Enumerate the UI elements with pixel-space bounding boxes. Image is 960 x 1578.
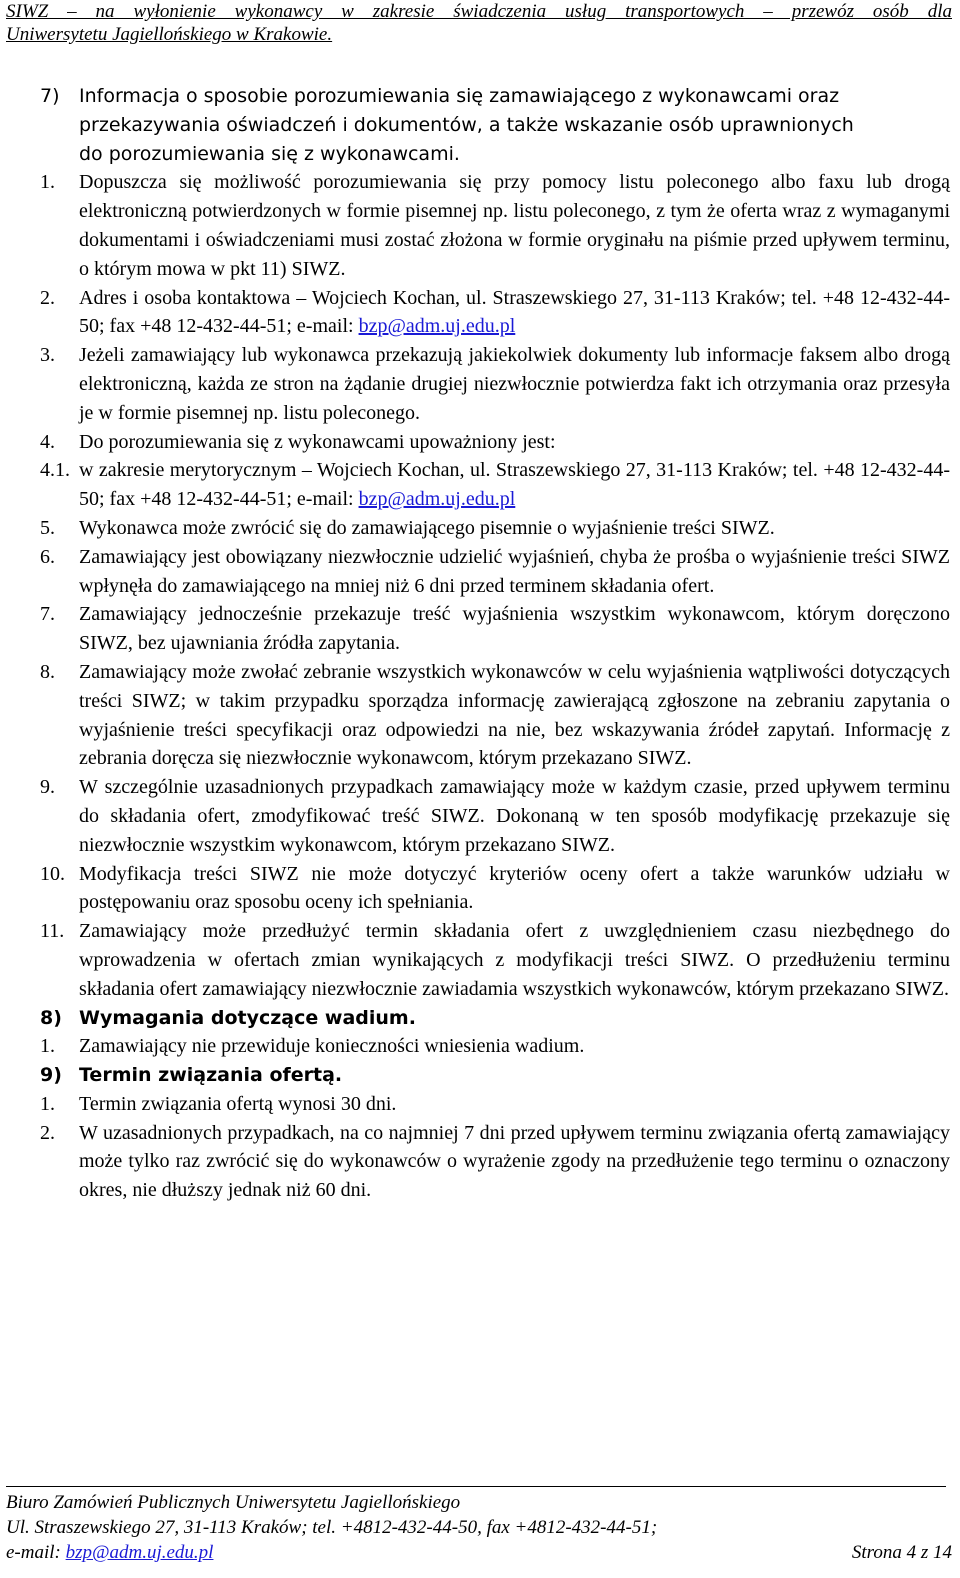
item-text: Wykonawca może zwrócić się do zamawiającego pisemnie o wyjaśnienie treści SIWZ. <box>79 516 775 539</box>
item-number: 10. <box>40 862 65 885</box>
section-9-number: 9) <box>40 1064 62 1087</box>
item-number: 6. <box>40 545 55 568</box>
header-line-2: Uniwersytetu Jagiellońskiego w Krakowie. <box>6 24 333 45</box>
email-label: e-mail: <box>6 1542 66 1563</box>
item-number: 5. <box>40 516 55 539</box>
footer-address: Ul. Straszewskiego 27, 31-113 Kraków; tel. +4812-432-44-50, fax +4812-432-44-51; <box>6 1517 658 1538</box>
item-number: 11. <box>40 920 65 943</box>
list-item <box>40 543 950 601</box>
item-text: Modyfikacja treści SIWZ nie może dotyczyć kryteriów oceny ofert a także warunków udziału w postępowaniu oraz sposobu oceny ich spełniania. <box>79 862 950 914</box>
list-item <box>40 341 950 427</box>
item-text: Zamawiający jest obowiązany niezwłocznie udzielić wyjaśnień, chyba że prośba o wyjaśnienie treści SIWZ wpłynęła do zamawiającego na mniej niż 6 dni przed terminem składania ofert. <box>79 545 950 597</box>
page-footer <box>6 1490 952 1565</box>
item-number: 1. <box>40 1092 55 1115</box>
item-number: 4. <box>40 430 55 453</box>
item-number: 9. <box>40 776 55 799</box>
list-item <box>40 600 950 658</box>
section-8-number: 8) <box>40 1006 62 1029</box>
item-number: 2. <box>40 286 55 309</box>
item-number: 4.1. <box>40 459 70 482</box>
item-text: Dopuszcza się możliwość porozumiewania się przy pomocy listu poleconego albo faxu lub drogą elektroniczną potwierdzonych w formie pisemnej np. listu poleconego, z tym że oferta wraz z wymaganymi dokumentami i oświadczeniami musi zostać złożona w formie oryginału na piśmie przed upływem terminu, o którym mowa w pkt 11) SIWZ. <box>79 171 950 280</box>
section-7-number: 7) <box>40 85 60 107</box>
item-text: Zamawiający jednocześnie przekazuje treść wyjaśnienia wszystkim wykonawcom, którym doręczono SIWZ, bez ujawniania źródła zapytania. <box>79 603 950 655</box>
section-9-title-text: Termin związania ofertą. <box>79 1064 343 1087</box>
footer-email-link[interactable]: bzp@adm.uj.edu.pl <box>65 1542 214 1563</box>
item-text <box>79 284 950 342</box>
document-body <box>40 82 950 1205</box>
item-text: Do porozumiewania się z wykonawcami upoważniony jest: <box>79 430 556 453</box>
section-7-title <box>40 82 950 168</box>
item-text-body: Adres i osoba kontaktowa – Wojciech Kochan, ul. Straszewskiego 27, 31-113 Kraków; tel. +48 12-432-44-50; fax +48 12-432-44-51; e-mail: <box>79 286 950 338</box>
list-item <box>40 773 950 859</box>
item-text: Zamawiający nie przewiduje konieczności wniesienia wadium. <box>79 1035 585 1058</box>
page-header <box>6 0 952 46</box>
list-item <box>40 917 950 1003</box>
list-item <box>40 428 950 457</box>
section-9-title <box>40 1061 950 1090</box>
section-7-title-line: przekazywania oświadczeń i dokumentów, a także wskazanie osób uprawnionych <box>79 113 854 136</box>
item-text: Zamawiający może zwołać zebranie wszystkich wykonawców w celu wyjaśnienia wątpliwości dotyczących treści SIWZ; w takim przypadku sporządza informację zawierającą zgłoszone na zebraniu zapytania o wyjaśnienie treści specyfikacji oraz odpowiedzi na nie, bez wskazywania źródeł zapytań. Informację z zebrania doręcza się niezwłocznie wykonawcom, którym przekazano SIWZ. <box>79 660 950 770</box>
header-line-1: SIWZ – na wyłonienie wykonawcy w zakresie świadczenia usług transportowych – przewóz osób dla <box>6 1 952 22</box>
item-text: W uzasadnionych przypadkach, na co najmniej 7 dni przed upływem terminu związania ofertą zamawiający może tylko raz zwrócić się do wykonawców o wyrażenie zgody na przedłużenie tego terminu o oznaczony okres, nie dłuższy jednak niż 60 dni. <box>79 1121 950 1202</box>
item-number: 7. <box>40 603 55 626</box>
page-number: Strona 4 z 14 <box>851 1542 952 1563</box>
item-number: 1. <box>40 171 55 194</box>
item-text <box>79 456 950 514</box>
email-link[interactable]: bzp@adm.uj.edu.pl <box>358 488 516 511</box>
item-number: 1. <box>40 1035 55 1058</box>
list-item <box>40 456 950 514</box>
section-7-title-line: do porozumiewania się z wykonawcami. <box>79 142 460 165</box>
list-item <box>40 860 950 918</box>
item-text: W szczególnie uzasadnionych przypadkach zamawiający może w każdym czasie, przed upływem terminu do składania ofert, zmodyfikować treść SIWZ. Dokonaną w ten sposób modyfikację przekazuje się niezwłocznie wszystkim wykonawcom, którym przekazano SIWZ. <box>79 776 950 856</box>
list-item <box>40 168 950 283</box>
item-number: 2. <box>40 1121 55 1144</box>
footer-divider <box>6 1486 946 1487</box>
list-item <box>40 1090 950 1119</box>
footer-email <box>6 1540 213 1565</box>
list-item <box>40 1119 950 1205</box>
list-item <box>40 658 950 773</box>
section-8-title-text: Wymagania dotyczące wadium. <box>79 1006 416 1029</box>
email-link[interactable]: bzp@adm.uj.edu.pl <box>358 315 516 338</box>
item-text-body: w zakresie merytorycznym – Wojciech Kochan, ul. Straszewskiego 27, 31-113 Kraków; tel. +48 12-432-44-50; fax +48 12-432-44-51; e-mail: <box>79 459 950 511</box>
list-item <box>40 514 950 543</box>
list-item <box>40 284 950 342</box>
item-text: Zamawiający może przedłużyć termin składania ofert z uwzględnieniem czasu niezbędnego do wprowadzenia w ofertach zmian wynikających z modyfikacji treści SIWZ. O przedłużeniu terminu składania ofert zamawiający niezwłocznie zawiadamia wszystkich wykonawców, którym przekazano SIWZ. <box>79 920 950 1000</box>
list-item <box>40 1032 950 1061</box>
item-text: Jeżeli zamawiający lub wykonawca przekazują jakiekolwiek dokumenty lub informacje faksem albo drogą elektroniczną, każda ze stron na żądanie drugiej niezwłocznie potwierdza fakt ich otrzymania oraz przesyła je w formie pisemnej np. listu poleconego. <box>79 344 950 424</box>
item-number: 8. <box>40 660 55 683</box>
item-number: 3. <box>40 344 55 367</box>
item-text: Termin związania ofertą wynosi 30 dni. <box>79 1092 397 1115</box>
footer-office: Biuro Zamówień Publicznych Uniwersytetu Jagiellońskiego <box>6 1492 461 1513</box>
section-8-title <box>40 1004 950 1033</box>
section-7-title-line: Informacja o sposobie porozumiewania się zamawiającego z wykonawcami oraz <box>79 85 840 107</box>
